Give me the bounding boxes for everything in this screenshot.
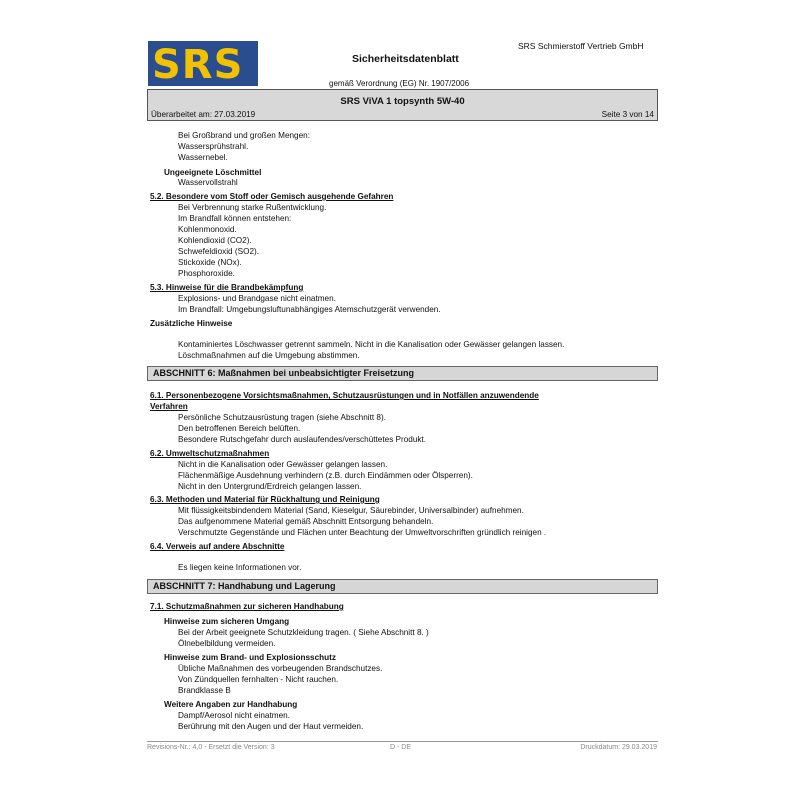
revised-date: Überarbeitet am: 27.03.2019 <box>151 110 256 119</box>
product-name: SRS ViVA 1 topsynth 5W-40 <box>340 96 465 107</box>
section-heading: 5.3. Hinweise für die Brandbekämpfung <box>150 283 304 292</box>
logo-text: SRS <box>152 42 244 86</box>
section-heading: Verfahren <box>150 402 188 411</box>
text-line: Im Brandfall: Umgebungsluftunabhängiges Atemschutzgerät verwenden. <box>178 305 441 314</box>
regulation: gemäß Verordnung (EG) Nr. 1907/2006 <box>329 79 470 88</box>
product-header-box <box>147 89 658 121</box>
text-line: Phosphoroxide. <box>178 269 235 278</box>
subheading: Weitere Angaben zur Handhabung <box>164 700 298 709</box>
section-6-bar: ABSCHNITT 6: Maßnahmen bei unbeabsichtigter Freisetzung <box>147 366 658 381</box>
subheading: Hinweise zum Brand- und Explosionsschutz <box>164 653 336 662</box>
text-line: Stickoxide (NOx). <box>178 258 242 267</box>
text-line: Im Brandfall können entstehen: <box>178 214 292 223</box>
text-line: Explosions- und Brandgase nicht einatmen. <box>178 294 336 303</box>
text-line: Wassersprühstrahl. <box>178 142 249 151</box>
text-line: Schwefeldioxid (SO2). <box>178 247 259 256</box>
text-line: Besondere Rutschgefahr durch auslaufendes/verschüttetes Produkt. <box>178 435 427 444</box>
text-line: Kohlenmonoxid. <box>178 225 237 234</box>
text-line: Es liegen keine Informationen vor. <box>178 563 302 572</box>
subheading: Hinweise zum sicheren Umgang <box>164 617 290 626</box>
document-title: Sicherheitsdatenblatt <box>352 53 459 65</box>
text-line: Verschmutzte Gegenstände und Flächen unter Beachtung der Umweltvorschriften gründlich reinigen . <box>178 528 547 537</box>
text-line: Flächenmäßige Ausdehnung verhindern (z.B. durch Eindämmen oder Ölsperren). <box>178 471 473 480</box>
company-name: SRS Schmierstoff Vertrieb GmbH <box>518 41 644 51</box>
text-line: Übliche Maßnahmen des vorbeugenden Brandschutzes. <box>178 664 383 673</box>
section-heading: 6.3. Methoden und Material für Rückhaltung und Reinigung <box>150 495 380 504</box>
footer-language: D - DE <box>390 744 411 751</box>
text-line: Ölnebelbildung vermeiden. <box>178 639 276 648</box>
text-line: Nicht in die Kanalisation oder Gewässer gelangen lassen. <box>178 460 388 469</box>
section-heading: 6.4. Verweis auf andere Abschnitte <box>150 542 285 551</box>
page-number: Seite 3 von 14 <box>601 110 654 119</box>
text-line: Den betroffenen Bereich belüften. <box>178 424 301 433</box>
footer-revision: Revisions-Nr.: 4,0 - Ersetzt die Version: 3 <box>147 744 275 751</box>
subheading: Ungeeignete Löschmittel <box>164 168 262 177</box>
text-line: Bei Großbrand und großen Mengen: <box>178 131 310 140</box>
section-heading: 5.2. Besondere vom Stoff oder Gemisch ausgehende Gefahren <box>150 192 394 201</box>
srs-logo <box>148 41 258 86</box>
section-7-bar: ABSCHNITT 7: Handhabung und Lagerung <box>147 579 658 594</box>
text-line: Kohlendioxid (CO2). <box>178 236 252 245</box>
text-line: Das aufgenommene Material gemäß Abschnitt Entsorgung behandeln. <box>178 517 434 526</box>
section-heading: 6.2. Umweltschutzmaßnahmen <box>150 449 270 458</box>
text-line: Mit flüssigkeitsbindendem Material (Sand, Kieselgur, Säurebinder, Universalbinder) aufnehmen. <box>178 506 524 515</box>
text-line: Bei Verbrennung starke Rußentwicklung. <box>178 203 327 212</box>
footer-divider <box>147 741 658 742</box>
section-heading: 6.1. Personenbezogene Vorsichtsmaßnahmen, Schutzausrüstungen und in Notfällen anzuwendende <box>150 391 539 400</box>
text-line: Berührung mit den Augen und der Haut vermeiden. <box>178 722 364 731</box>
text-line: Nicht in den Untergrund/Erdreich gelangen lassen. <box>178 482 362 491</box>
text-line: Kontaminiertes Löschwasser getrennt sammeln. Nicht in die Kanalisation oder Gewässer gelangen lassen. <box>178 340 565 349</box>
text-line: Wassernebel. <box>178 153 228 162</box>
section-heading: 7.1. Schutzmaßnahmen zur sicheren Handhabung <box>150 602 344 611</box>
footer-print-date: Druckdatum: 29.03.2019 <box>580 744 657 751</box>
text-line: Wasservollstrahl <box>178 178 238 187</box>
text-line: Bei der Arbeit geeignete Schutzkleidung tragen. ( Siehe Abschnitt 8. ) <box>178 628 429 637</box>
text-line: Löschmaßnahmen auf die Umgebung abstimmen. <box>178 351 360 360</box>
text-line: Dampf/Aerosol nicht einatmen. <box>178 711 290 720</box>
text-line: Persönliche Schutzausrüstung tragen (siehe Abschnitt 8). <box>178 413 386 422</box>
text-line: Von Zündquellen fernhalten - Nicht rauchen. <box>178 675 339 684</box>
text-line: Brandklasse B <box>178 686 231 695</box>
subheading: Zusätzliche Hinweise <box>150 319 233 328</box>
